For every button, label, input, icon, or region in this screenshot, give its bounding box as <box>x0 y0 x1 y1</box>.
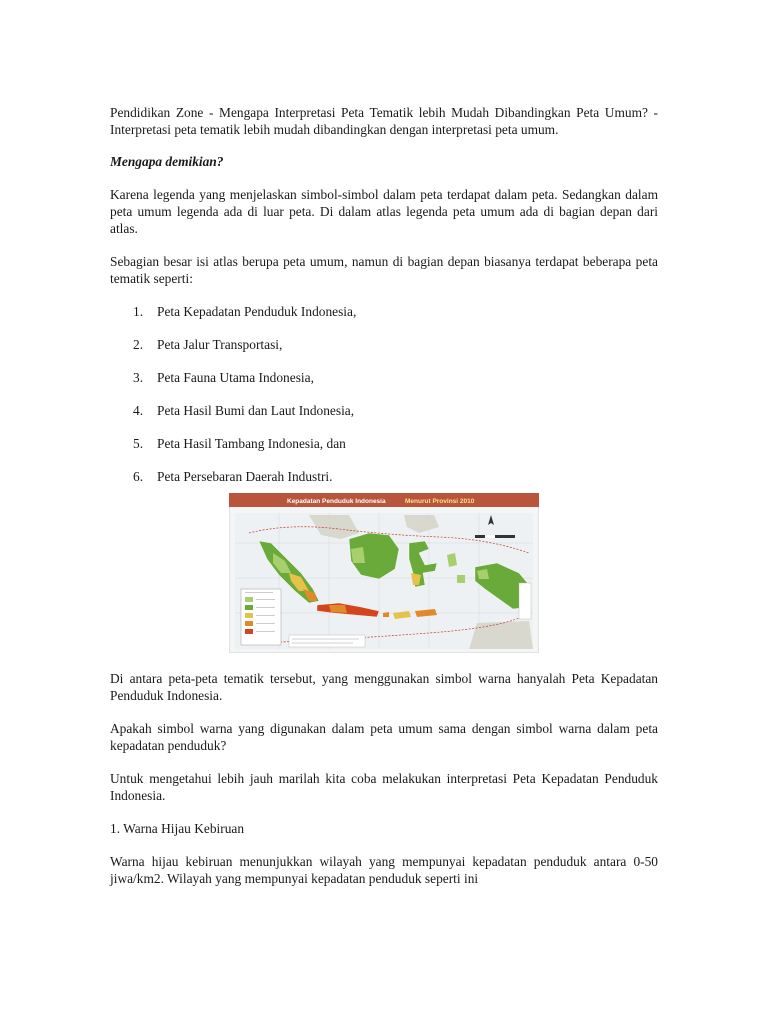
map-notes <box>289 635 365 647</box>
map-neighbor-land <box>469 621 533 649</box>
map-title: Kepadatan Penduduk Indonesia <box>287 498 386 505</box>
map-image <box>229 493 539 653</box>
subsection-heading: 1. Warna Hijau Kebiruan <box>110 821 245 836</box>
intro-paragraph: Pendidikan Zone - Mengapa Interpretasi Peta Tematik lebih Mudah Dibandingkan Peta Umum? - Interpretasi peta tematik lebih mudah dibandingkan dengan interpretasi peta umum. <box>110 105 658 137</box>
list-item: 6. Peta Persebaran Daerah Industri. <box>133 469 333 484</box>
list-item: 4. Peta Hasil Bumi dan Laut Indonesia, <box>133 403 355 418</box>
section-heading: Mengapa demikian? <box>110 154 224 169</box>
list-item: 1. Peta Kepadatan Penduduk Indonesia, <box>133 304 357 319</box>
map-island-maluku <box>457 575 465 583</box>
population-density-map <box>229 493 539 653</box>
legend-swatch <box>245 597 253 602</box>
map-subtitle: Menurut Provinsi 2010 <box>405 498 475 505</box>
legend-swatch <box>245 605 253 610</box>
legend-swatch <box>245 621 253 626</box>
after-map-paragraph: Di antara peta-peta tematik tersebut, yang menggunakan simbol warna hanyalah Peta Kepadatan Penduduk Indonesia. <box>110 671 658 703</box>
thematic-map-list <box>110 303 658 485</box>
list-item: 2. Peta Jalur Transportasi, <box>133 337 283 352</box>
list-item: 3. Peta Fauna Utama Indonesia, <box>133 370 314 385</box>
question-paragraph: Apakah simbol warna yang digunakan dalam peta umum sama dengan simbol warna dalam peta kepadatan penduduk? <box>110 721 658 753</box>
map-inset <box>519 583 531 619</box>
document-body <box>110 104 658 887</box>
reason-paragraph: Karena legenda yang menjelaskan simbol-simbol dalam peta terdapat dalam peta. Sedangkan dalam peta umum legenda ada di luar peta. Di dalam atlas legenda peta umum ada di bagian depan dari atlas. <box>110 187 658 236</box>
legend-swatch <box>245 613 253 618</box>
map-region <box>351 547 365 563</box>
subsection-paragraph: Warna hijau kebiruan menunjukkan wilayah yang mempunyai kepadatan penduduk antara 0-50 jiwa/km2. Wilayah yang mempunyai kepadatan penduduk seperti ini <box>110 854 658 886</box>
legend-swatch <box>245 629 253 634</box>
list-item: 5. Peta Hasil Tambang Indonesia, dan <box>133 436 346 451</box>
interpret-paragraph: Untuk mengetahui lebih jauh marilah kita coba melakukan interpretasi Peta Kepadatan Penduduk Indonesia. <box>110 771 658 803</box>
atlas-paragraph: Sebagian besar isi atlas berupa peta umum, namun di bagian depan biasanya terdapat beberapa peta tematik seperti: <box>110 254 658 286</box>
map-region <box>329 605 347 613</box>
